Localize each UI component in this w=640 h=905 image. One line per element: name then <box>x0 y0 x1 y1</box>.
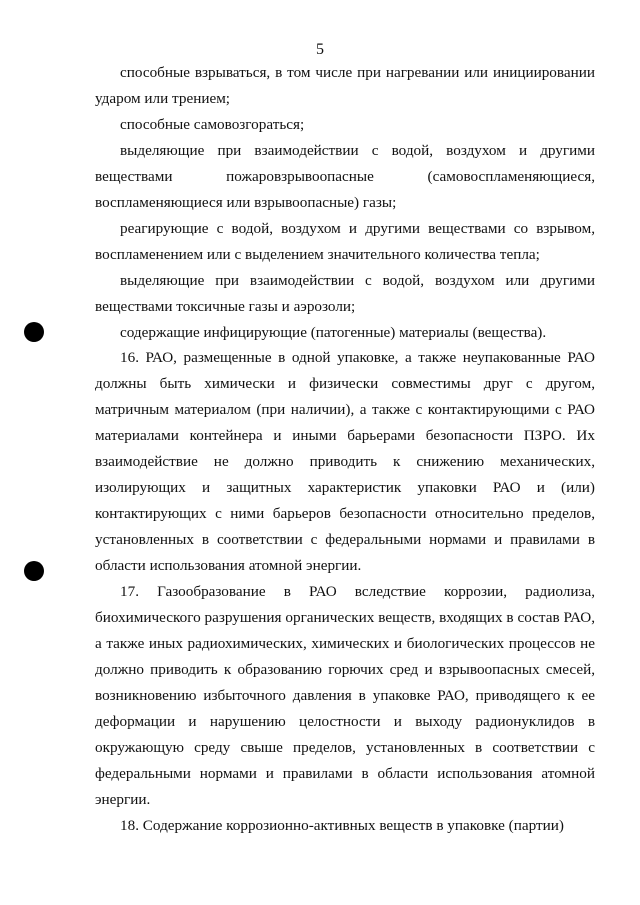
binder-hole-mark <box>24 322 44 342</box>
binder-hole-mark <box>24 561 44 581</box>
list-item-paragraph: способные самовозгораться; <box>120 115 305 133</box>
list-item-paragraph: реагирующие с водой, воздухом и другими веществами со взрывом, воспламенением или с выделением значительного количества тепла; <box>95 219 595 263</box>
list-item-paragraph: содержащие инфицирующие (патогенные) материалы (вещества). <box>120 323 547 341</box>
clause-17-paragraph: 17. Газообразование в РАО вследствие коррозии, радиолиза, биохимического разрушения органических веществ, входящих в состав РАО, а также иных радиохимических, химических и биологических процессов не должно приводить к образованию горючих сред и взрывоопасных смесей, возникновению избыточного давления в упаковке РАО, приводящего к ее деформации и нарушению целостности и выходу радионуклидов в окружающую среду свыше пределов, установленных в соответствии с федеральными нормами и правилами в области использования атомной энергии. <box>95 583 595 808</box>
list-item-paragraph: способные взрываться, в том числе при нагревании или инициировании ударом или трением; <box>95 64 595 107</box>
document-body <box>95 60 595 839</box>
list-item-paragraph: выделяющие при взаимодействии с водой, воздухом и другими веществами пожаровзрывоопасные (самовоспламеняющиеся, воспламеняющиеся или взрывоопасные) газы; <box>95 141 595 211</box>
list-item-paragraph: выделяющие при взаимодействии с водой, воздухом или другими веществами токсичные газы и аэрозоли; <box>95 271 595 315</box>
clause-16-paragraph: 16. РАО, размещенные в одной упаковке, а также неупакованные РАО должны быть химически и физически совместимы друг с другом, матричным материалом (при наличии), а также с контактирующими с РАО материалами контейнера и иными барьерами безопасности ПЗРО. Их взаимодействие не должно приводить к снижению механических, изолирующих и защитных характеристик упаковки РАО и (или) контактирующих с ними барьеров безопасности относительно пределов, установленных в соответствии с федеральными нормами и правилами в области использования атомной энергии. <box>95 349 595 575</box>
clause-18-paragraph: 18. Содержание коррозионно-активных веществ в упаковке (партии) <box>120 816 564 834</box>
page-number: 5 <box>316 41 324 58</box>
